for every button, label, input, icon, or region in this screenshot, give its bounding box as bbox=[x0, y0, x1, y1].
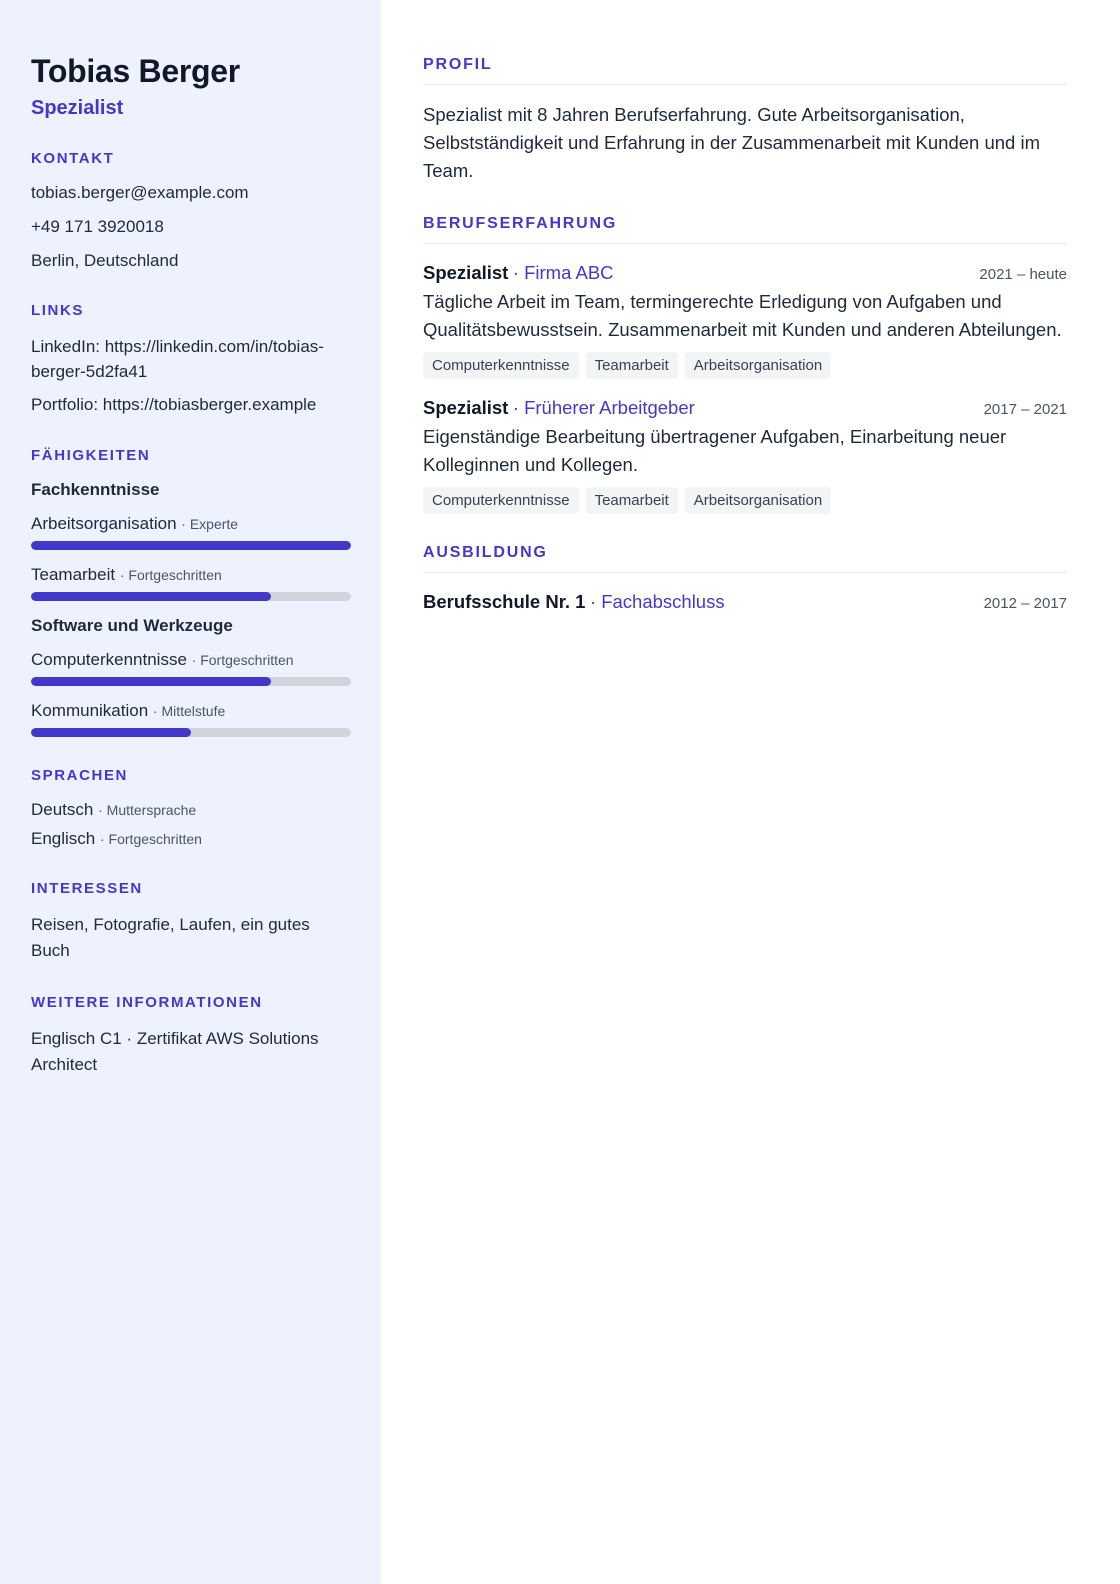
job-title: Spezialist bbox=[423, 397, 509, 418]
person-role: Spezialist bbox=[31, 97, 124, 119]
link-linkedin[interactable]: LinkedIn: https://linkedin.com/in/tobias-berger-5d2fa41 bbox=[31, 337, 324, 381]
skill-bar-fill bbox=[31, 541, 351, 550]
language-name: Englisch bbox=[31, 829, 96, 848]
profile-text: Spezialist mit 8 Jahren Berufserfahrung. Gute Arbeitsorganisation, Selbstständigkeit und Erfahrung in der Zusammenarbeit mit Kunden und im Team. bbox=[423, 104, 1041, 181]
job-entry bbox=[423, 260, 1067, 379]
job-employer: · Firma ABC bbox=[512, 262, 614, 283]
link-portfolio[interactable]: Portfolio: https://tobiasberger.example bbox=[31, 395, 317, 414]
person-name: Tobias Berger bbox=[31, 53, 240, 89]
skill-bar-fill bbox=[31, 592, 271, 601]
education-entry bbox=[423, 589, 1067, 617]
skill-tag: Computerkenntnisse bbox=[423, 487, 579, 514]
skill-tag: Computerkenntnisse bbox=[423, 352, 579, 379]
sidebar bbox=[0, 0, 381, 1584]
skill-item bbox=[31, 649, 351, 686]
language-item bbox=[31, 799, 351, 821]
job-entry bbox=[423, 395, 1067, 514]
language-level: · Fortgeschritten bbox=[100, 831, 202, 847]
languages-heading: SPRACHEN bbox=[31, 767, 128, 784]
job-dates: 2017 – 2021 bbox=[983, 401, 1067, 418]
main-content bbox=[381, 0, 1120, 1584]
profile-heading: PROFIL bbox=[423, 56, 1067, 85]
skills-heading: FÄHIGKEITEN bbox=[31, 447, 151, 464]
skill-bar-fill bbox=[31, 728, 191, 737]
further-info-text: Englisch C1 · Zertifikat AWS Solutions Architect bbox=[31, 1029, 319, 1074]
skill-tag: Arbeitsorganisation bbox=[685, 487, 831, 514]
skill-group-title: Software und Werkzeuge bbox=[31, 616, 233, 635]
links-heading: LINKS bbox=[31, 302, 84, 319]
skill-item bbox=[31, 564, 351, 601]
skill-name: Arbeitsorganisation bbox=[31, 514, 177, 533]
skill-name: Teamarbeit bbox=[31, 565, 116, 584]
skill-name: Computerkenntnisse bbox=[31, 650, 187, 669]
education-degree: · Fachabschluss bbox=[589, 591, 725, 612]
job-employer: · Früherer Arbeitgeber bbox=[512, 397, 695, 418]
skill-level: · Fortgeschritten bbox=[191, 652, 294, 668]
skill-tag: Arbeitsorganisation bbox=[685, 352, 831, 379]
skill-item bbox=[31, 513, 351, 550]
job-dates: 2021 – heute bbox=[979, 266, 1067, 283]
skill-level: · Experte bbox=[181, 516, 239, 532]
skill-bar-track bbox=[31, 592, 351, 601]
job-description: Tägliche Arbeit im Team, termingerechte Erledigung von Aufgaben und Qualitätsbewusstsein. Zusammenarbeit mit Kunden und anderen Abteilungen. bbox=[423, 291, 1062, 340]
education-heading: AUSBILDUNG bbox=[423, 544, 1067, 573]
skill-bar-track bbox=[31, 677, 351, 686]
education-dates: 2012 – 2017 bbox=[983, 595, 1067, 612]
language-level: · Muttersprache bbox=[98, 802, 197, 818]
skill-level: · Fortgeschritten bbox=[119, 567, 222, 583]
skill-item bbox=[31, 700, 351, 737]
skill-tag: Teamarbeit bbox=[586, 487, 678, 514]
skill-bar-track bbox=[31, 541, 351, 550]
skill-tag: Teamarbeit bbox=[586, 352, 678, 379]
contact-heading: KONTAKT bbox=[31, 150, 115, 167]
education-school: Berufsschule Nr. 1 bbox=[423, 591, 586, 612]
interests-text: Reisen, Fotografie, Laufen, ein gutes Buch bbox=[31, 915, 310, 960]
further-info-heading: WEITERE INFORMATIONEN bbox=[31, 994, 263, 1011]
skill-level: · Mittelstufe bbox=[152, 703, 226, 719]
skill-bar-track bbox=[31, 728, 351, 737]
skill-group-title: Fachkenntnisse bbox=[31, 480, 160, 499]
job-description: Eigenständige Bearbeitung übertragener Aufgaben, Einarbeitung neuer Kolleginnen und Kollegen. bbox=[423, 426, 1007, 475]
skill-name: Kommunikation bbox=[31, 701, 149, 720]
contact-location: Berlin, Deutschland bbox=[31, 251, 179, 270]
interests-heading: INTERESSEN bbox=[31, 880, 143, 897]
language-name: Deutsch bbox=[31, 800, 94, 819]
contact-email[interactable]: tobias.berger@example.com bbox=[31, 183, 249, 202]
job-tags bbox=[423, 487, 1067, 514]
job-title: Spezialist bbox=[423, 262, 509, 283]
skill-bar-fill bbox=[31, 677, 271, 686]
contact-phone[interactable]: +49 171 3920018 bbox=[31, 217, 164, 236]
job-tags bbox=[423, 352, 1067, 379]
experience-heading: BERUFSERFAHRUNG bbox=[423, 215, 1067, 244]
language-item bbox=[31, 828, 351, 850]
links-section bbox=[31, 302, 351, 417]
